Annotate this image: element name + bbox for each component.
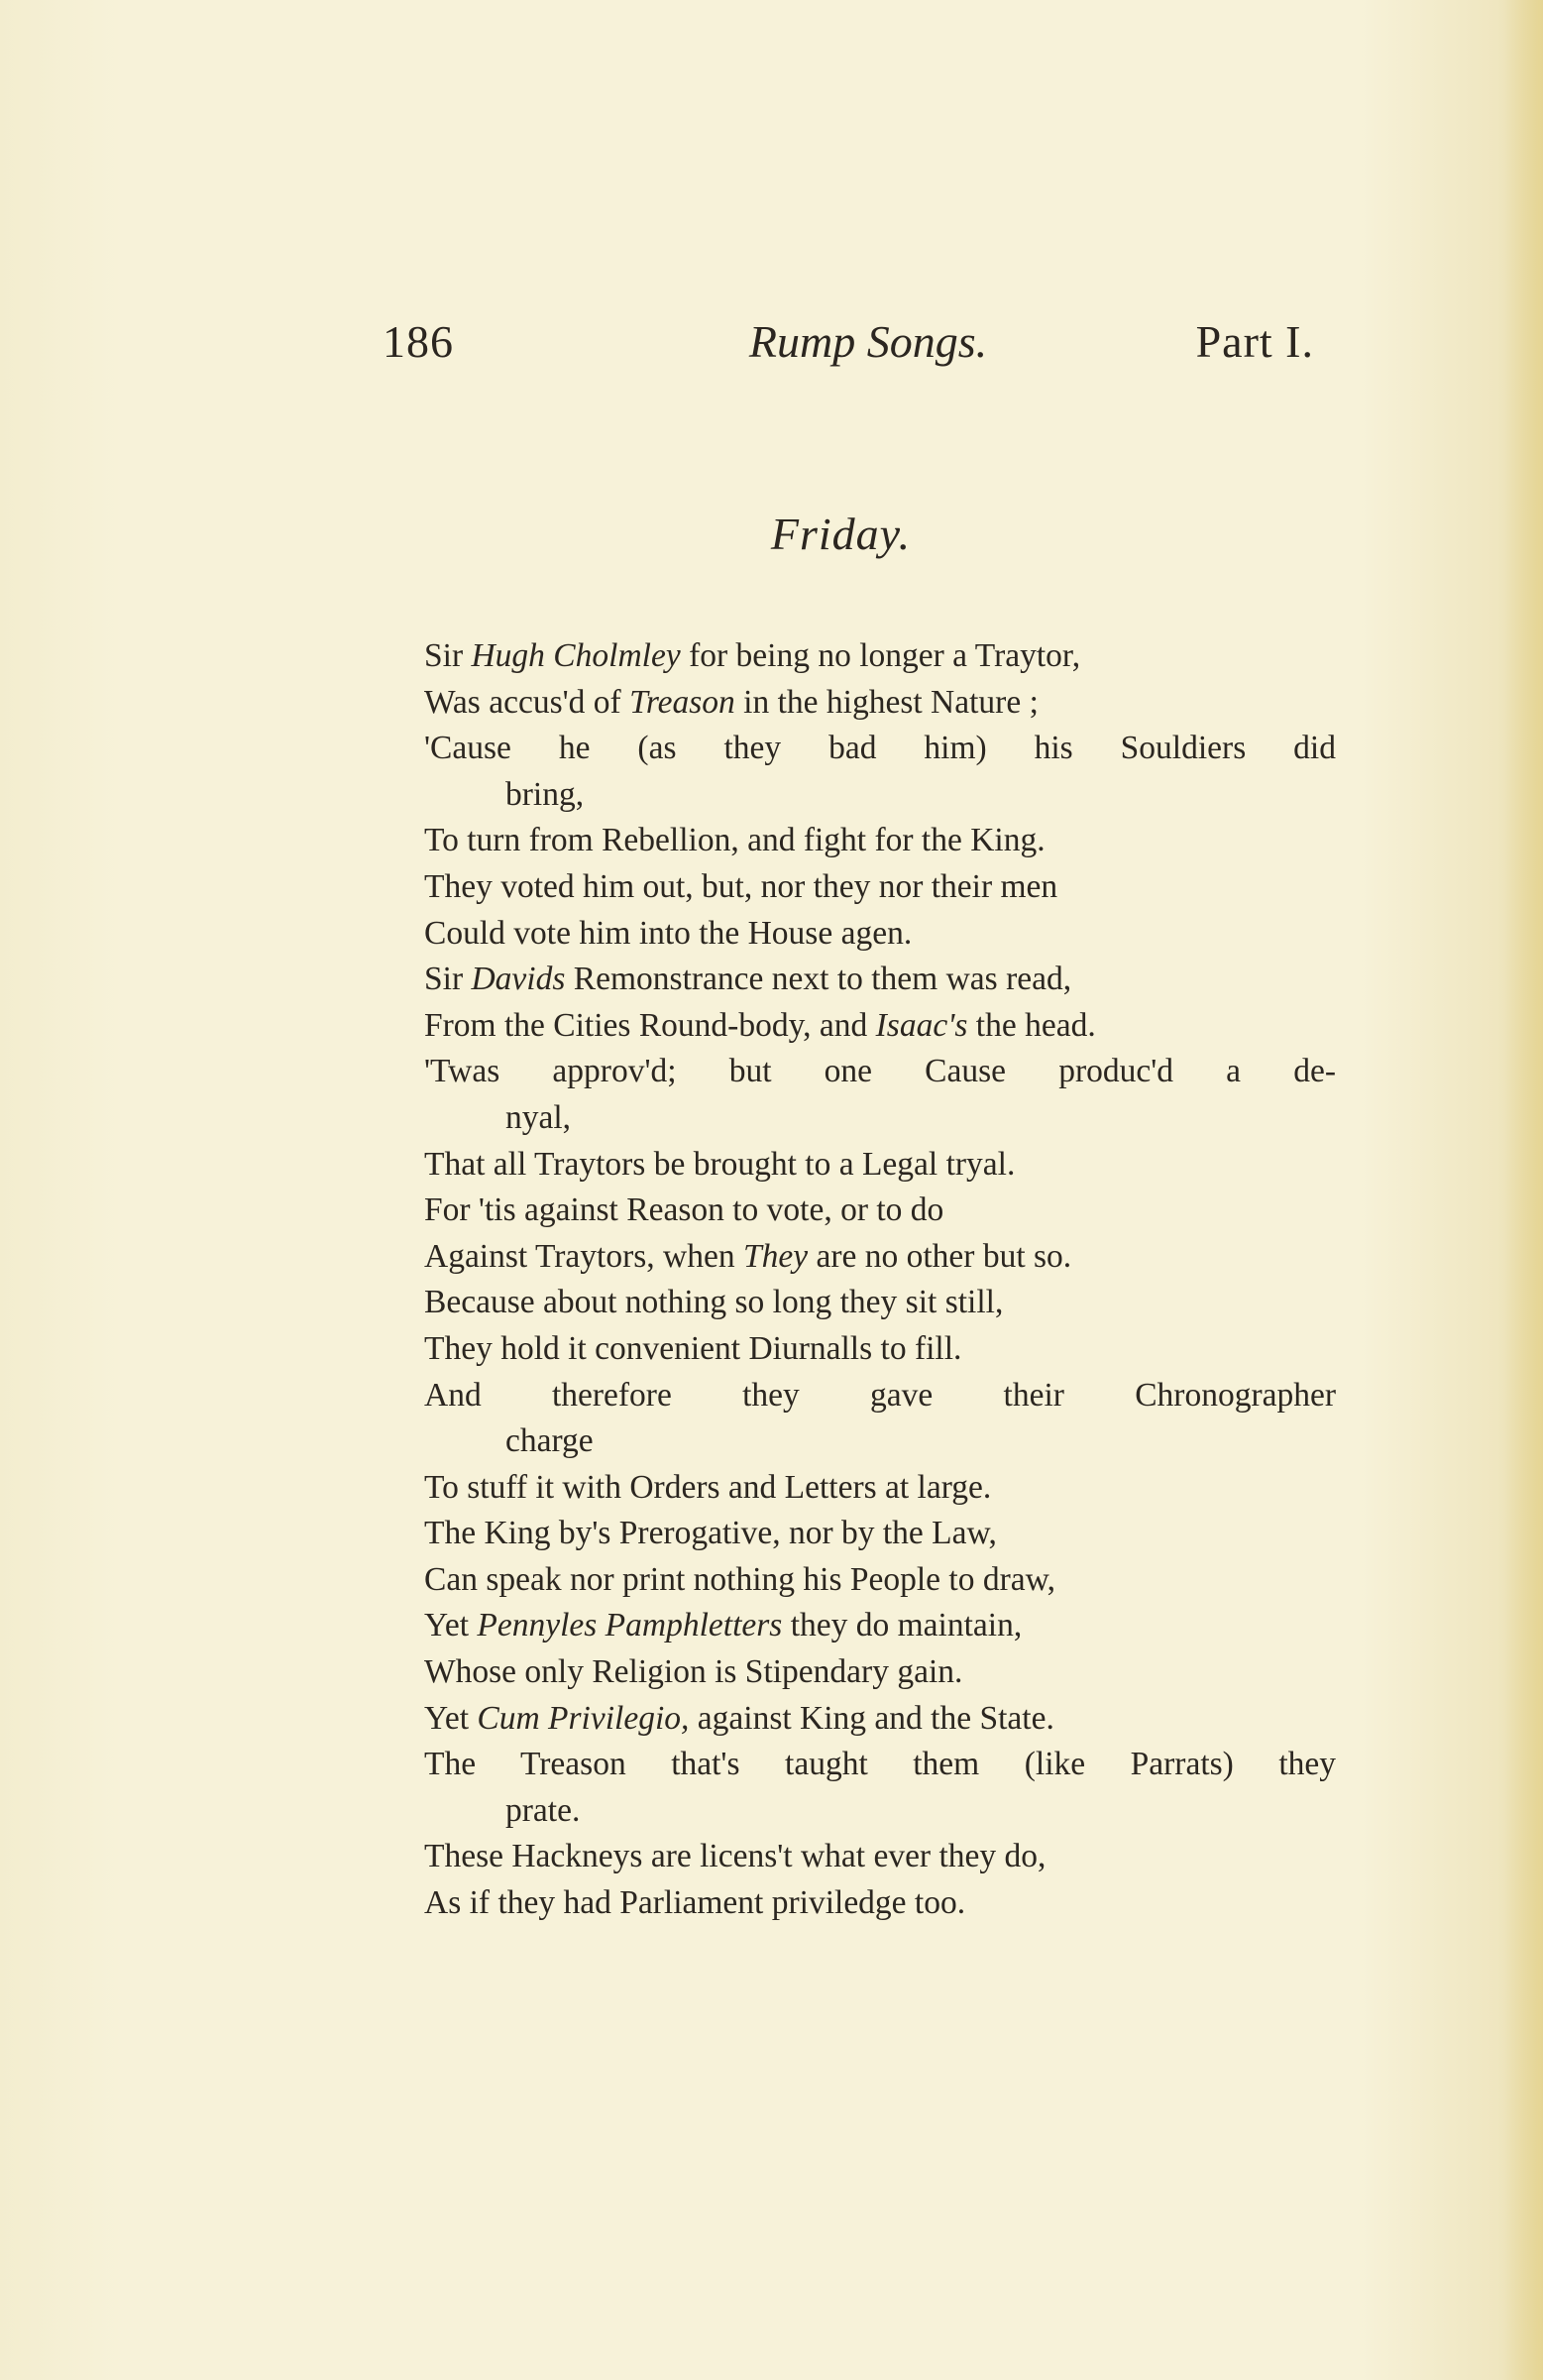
poem-line: They voted him out, but, nor they nor their men	[424, 867, 1058, 905]
poem-line: Sir Davids Remonstrance next to them was read,	[424, 961, 1072, 998]
section-title: Friday.	[770, 509, 912, 559]
poem-line: Could vote him into the House agen.	[424, 914, 913, 952]
poem-line-continuation: bring,	[505, 775, 585, 813]
poem-line: For 'tis against Reason to vote, or to do	[424, 1191, 944, 1229]
running-header	[383, 315, 1334, 375]
poem-line: They hold it convenient Diurnalls to fill.	[424, 1329, 962, 1367]
poem-line: Against Traytors, when They are no other but so.	[424, 1237, 1072, 1275]
poem-line: The Treason that's taught them (like Parrats) they	[424, 1746, 1336, 1783]
poem-line: Can speak nor print nothing his People to draw,	[424, 1560, 1056, 1598]
poem-text	[424, 633, 1336, 1927]
poem-line: To stuff it with Orders and Letters at large.	[424, 1468, 992, 1506]
poem-line: Was accus'd of Treason in the highest Nature ;	[424, 683, 1039, 721]
poem-line: From the Cities Round-body, and Isaac's the head.	[424, 1006, 1096, 1044]
page-edge-shadow	[1503, 0, 1543, 2380]
poem-line: Whose only Religion is Stipendary gain.	[424, 1653, 963, 1691]
poem-line-continuation: nyal,	[505, 1098, 572, 1136]
poem-line: That all Traytors be brought to a Legal tryal.	[424, 1145, 1016, 1183]
poem-line: Yet Cum Privilegio, against King and the State.	[424, 1699, 1054, 1737]
poem-line: As if they had Parliament priviledge too.	[424, 1884, 966, 1922]
poem-line: Yet Pennyles Pamphletters they do maintain,	[424, 1607, 1023, 1644]
poem-line: 'Cause he (as they bad him) his Souldiers did	[424, 730, 1336, 767]
poem-line: Because about nothing so long they sit still,	[424, 1284, 1004, 1321]
poem-line: Sir Hugh Cholmley for being no longer a Traytor,	[424, 637, 1081, 674]
poem-line: 'Twas approv'd; but one Cause produc'd a de-	[424, 1053, 1336, 1090]
poem-line: To turn from Rebellion, and fight for the King.	[424, 822, 1046, 859]
part-label: Part I.	[1195, 316, 1314, 367]
poem-line-continuation: prate.	[505, 1791, 581, 1829]
poem-line: And therefore they gave their Chronographer	[424, 1376, 1336, 1414]
running-title: Rump Songs.	[748, 316, 988, 367]
poem-line-continuation: charge	[505, 1422, 594, 1460]
poem-line: The King by's Prerogative, nor by the Law,	[424, 1515, 997, 1552]
page-number: 186	[383, 316, 454, 367]
poem-line: These Hackneys are licens't what ever they do,	[424, 1838, 1047, 1875]
